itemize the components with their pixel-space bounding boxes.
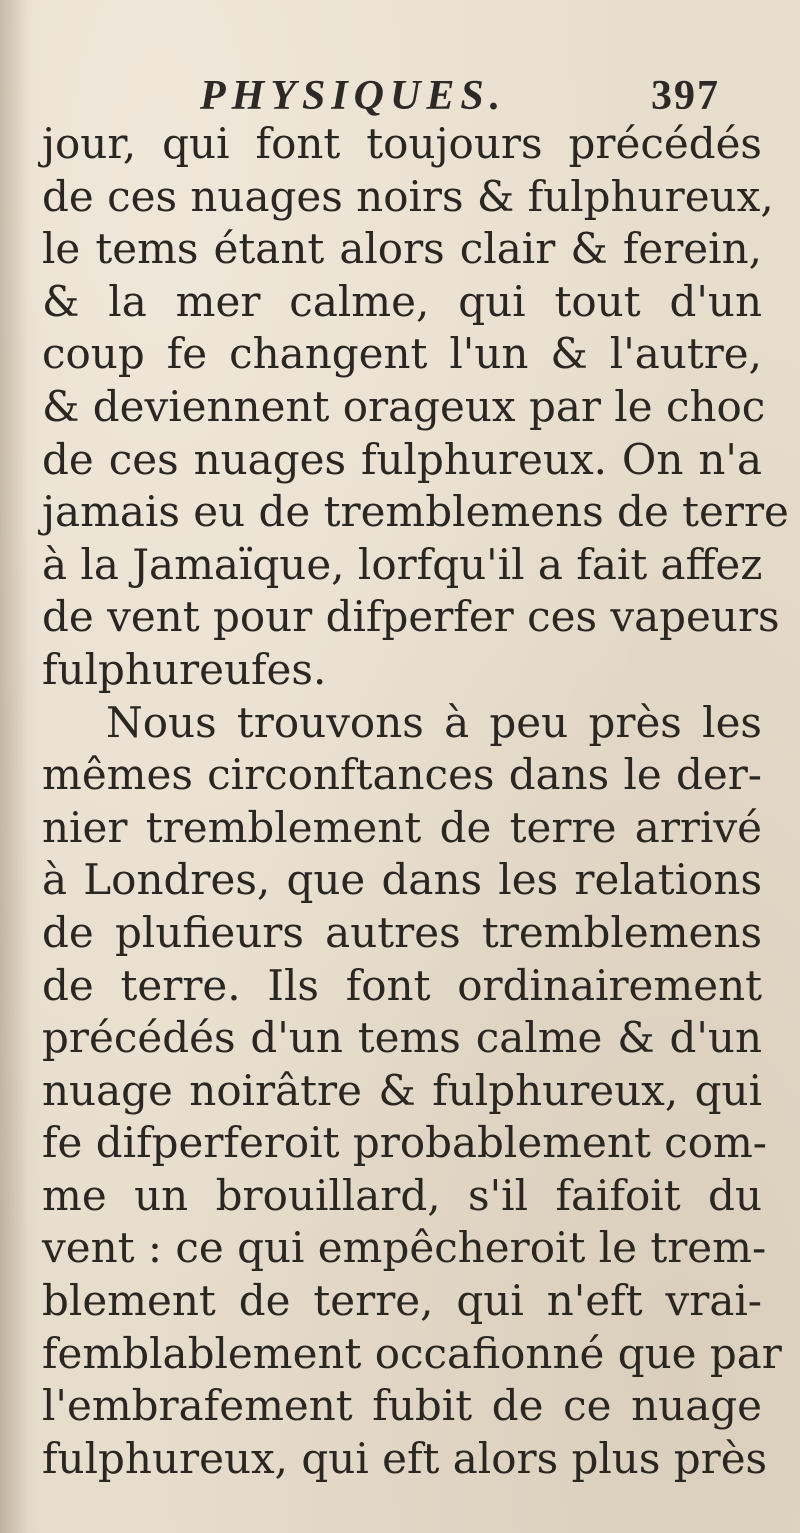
text-line: précédés d'un tems calme & d'un	[42, 1013, 762, 1063]
text-line: le tems étant alors clair & ferein,	[42, 224, 762, 274]
text-line: femblablement occafionné que par	[42, 1328, 782, 1378]
text-line: jamais eu de tremblemens de terre	[42, 487, 789, 537]
text-line: l'embrafement fubit de ce nuage	[42, 1381, 762, 1431]
text-line: nier tremblement de terre arrivé	[42, 802, 762, 852]
body-text	[42, 118, 789, 1485]
text-line: de ces nuages fulphureux. On n'a	[42, 434, 762, 484]
text-line: nuage noirâtre & fulphureux, qui	[42, 1065, 762, 1115]
page-gutter-shadow	[0, 0, 28, 1533]
text-line: de terre. Ils font ordinairement	[42, 960, 762, 1010]
text-line: de plufieurs autres tremblemens	[42, 907, 762, 957]
running-head-title: PHYSIQUES.	[200, 73, 507, 119]
text-line: de ces nuages noirs & fulphureux,	[42, 171, 774, 221]
text-line: & deviennent orageux par le choc	[42, 381, 766, 431]
text-line: à Londres, que dans les relations	[42, 855, 762, 905]
text-line: me un brouillard, s'il faifoit du	[42, 1170, 762, 1220]
text-line: blement de terre, qui n'eft vrai-	[42, 1276, 762, 1326]
text-line: jour, qui font toujours précédés	[42, 119, 762, 168]
paragraph-first-line: Nous trouvons à peu près les	[106, 697, 762, 747]
text-line: fulphureux, qui eft alors plus près	[42, 1433, 768, 1483]
text-line: de vent pour difperfer ces vapeurs	[42, 592, 780, 642]
running-head	[200, 72, 720, 122]
text-line: à la Jamaïque, lorfqu'il a fait affez	[42, 539, 763, 589]
text-line: fulphureufes.	[42, 644, 327, 694]
page-number: 397	[651, 73, 720, 119]
text-line: vent : ce qui empêcheroit le trem-	[42, 1223, 767, 1273]
text-line: fe difperferoit probablement com-	[42, 1118, 767, 1168]
text-line: coup fe changent l'un & l'autre,	[42, 329, 762, 379]
text-line: mêmes circonftances dans le der-	[42, 750, 762, 800]
text-line: & la mer calme, qui tout d'un	[42, 276, 762, 326]
